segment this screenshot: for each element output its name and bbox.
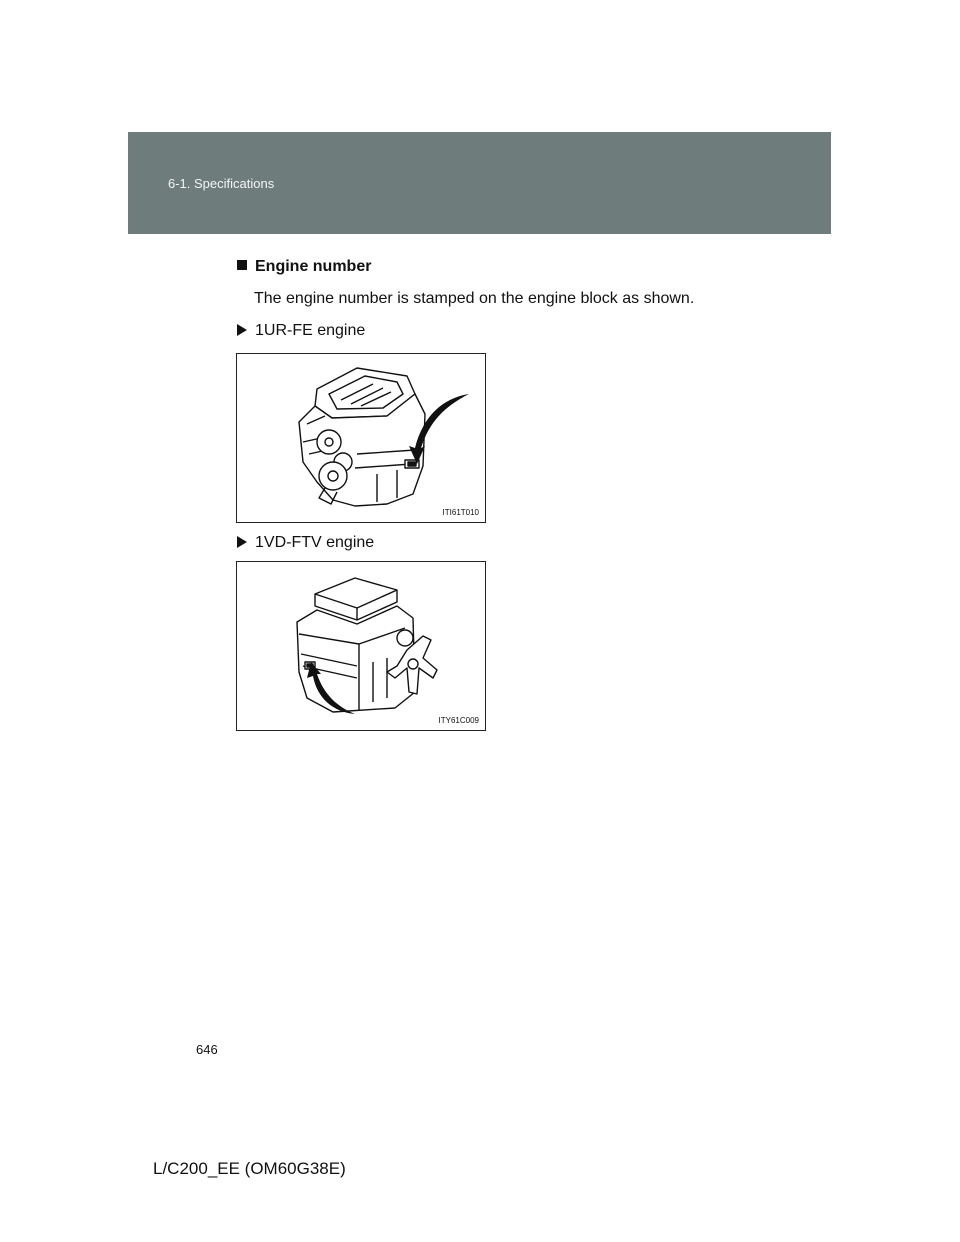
- section-title: 6-1. Specifications: [168, 176, 275, 191]
- item-heading: [237, 258, 371, 276]
- document-id: L/C200_EE (OM60G38E): [153, 1159, 346, 1178]
- square-bullet-icon: [237, 260, 247, 270]
- sub-heading-text: 1UR-FE engine: [255, 322, 366, 339]
- sub-heading-1ur-fe: [237, 322, 365, 340]
- engine-1ur-fe-illustration: [237, 354, 485, 522]
- triangle-bullet-icon: [237, 324, 247, 336]
- page-number: 646: [196, 1042, 218, 1057]
- sub-heading-1vd-ftv: [237, 534, 374, 552]
- figure-1ur-fe-engine: [236, 353, 486, 523]
- sub-heading-text: 1VD-FTV engine: [255, 534, 375, 551]
- figure-code: ITY61C009: [438, 716, 479, 725]
- engine-1vd-ftv-illustration: [237, 562, 485, 730]
- item-heading-text: Engine number: [255, 258, 372, 275]
- engine-number-description: The engine number is stamped on the engine block as shown.: [254, 290, 695, 307]
- triangle-bullet-icon: [237, 536, 247, 548]
- figure-1vd-ftv-engine: [236, 561, 486, 731]
- header-band: [128, 132, 831, 234]
- figure-code: ITI61T010: [442, 508, 479, 517]
